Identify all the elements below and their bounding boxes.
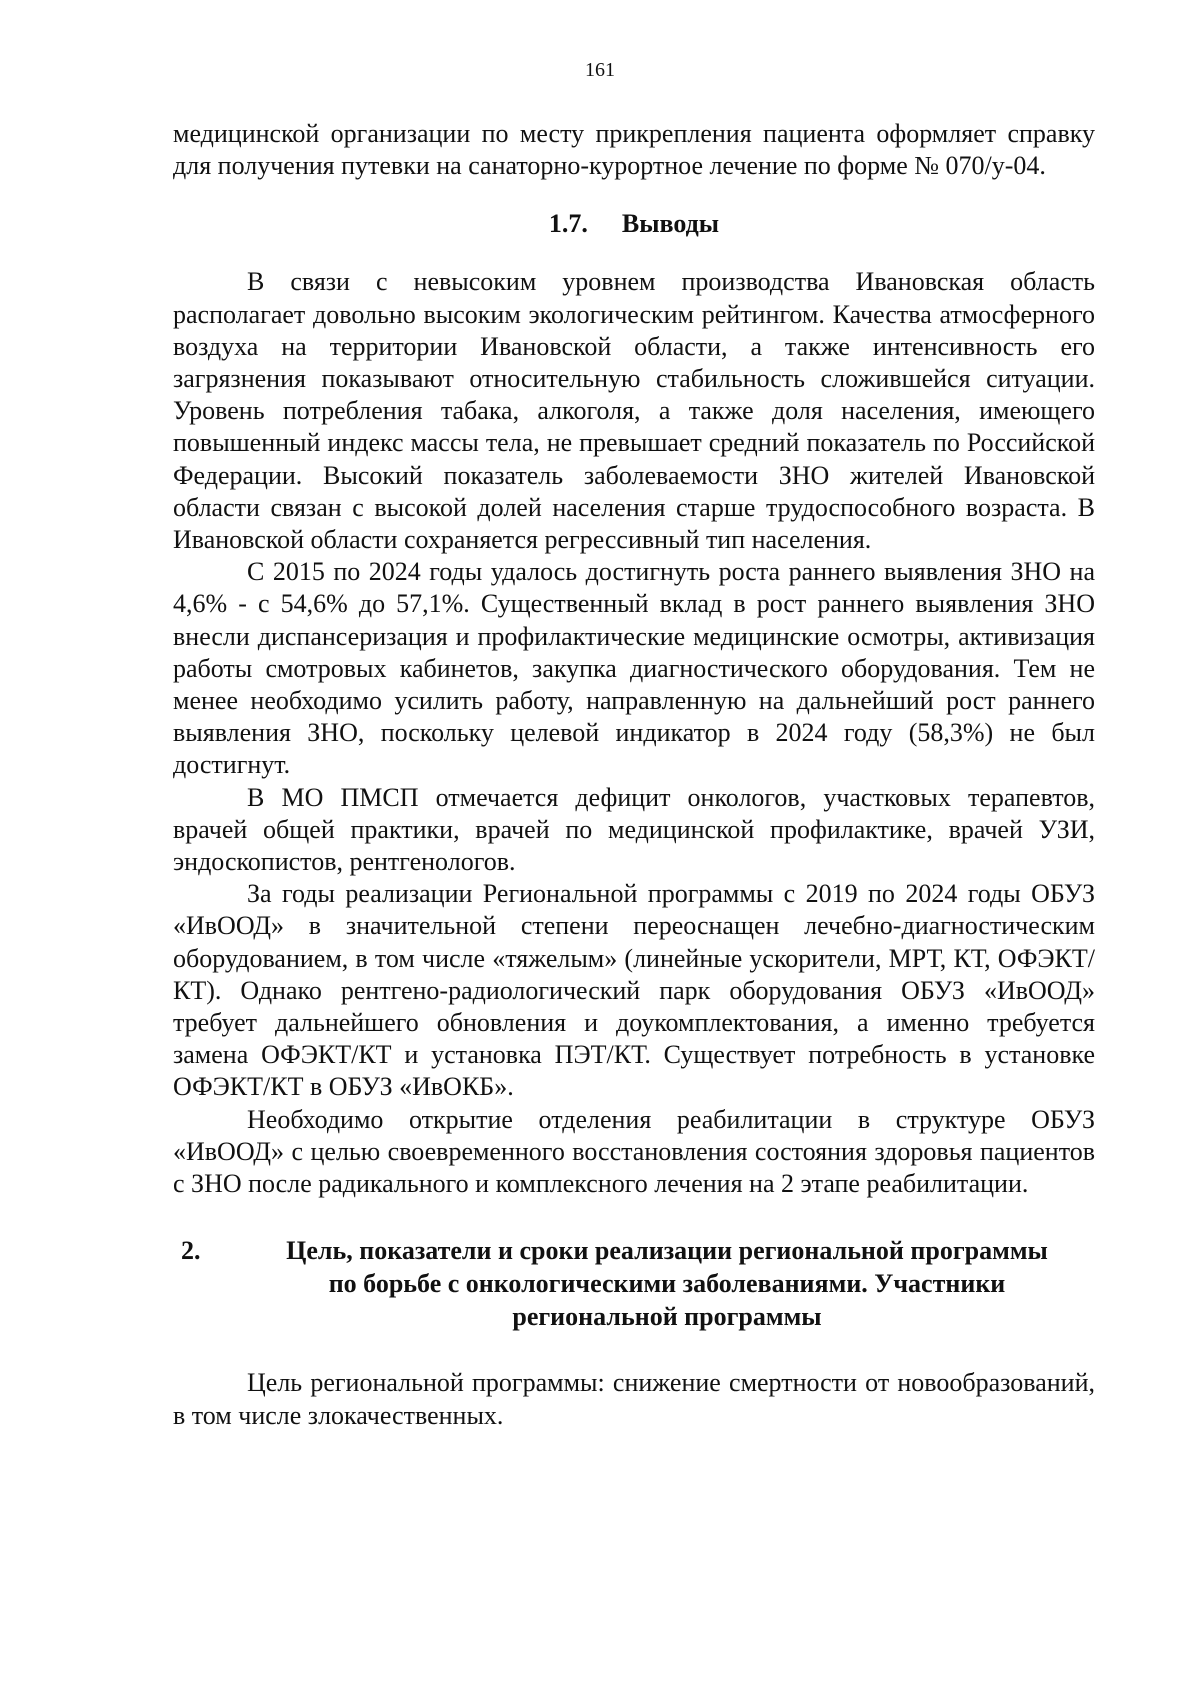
section-title: Выводы — [621, 209, 720, 239]
paragraph-staff-deficit: В МО ПМСП отмечается дефицит онкологов, участковых терапевтов, врачей общей практики, врачей по медицинской профилактике, врачей УЗИ, эндоскопистов, рентгенологов. — [173, 782, 1095, 877]
page-number: 161 — [585, 59, 615, 81]
section-title-line: региональной программы — [512, 1302, 822, 1332]
paragraph-early-detection: С 2015 по 2024 годы удалось достигнуть роста раннего выявления ЗНО на 4,6% - с 54,6% до 57,1%. Существенный вклад в рост раннего выявления ЗНО внесли диспансеризация и профилактические медицинские осмотры, активизация работы смотровых кабинетов, закупка диагностического оборудования. Тем не менее необходимо усилить работу, направленную на дальнейший рост раннего выявления ЗНО, поскольку целевой индикатор в 2024 году (58,3%) не был достигнут. — [173, 557, 1095, 780]
section-number: 1.7. — [548, 209, 588, 239]
section-title — [173, 1234, 1095, 1333]
page-content — [173, 118, 1095, 1432]
paragraph-ecology: В связи с невысоким уровнем производства Ивановская область располагает довольно высоким экологическим рейтингом. Качества атмосферного воздуха на территории Ивановской области, а также интенсивность его загрязнения показывают относительную стабильность сложившейся ситуации. Уровень потребления табака, алкоголя, а также доля населения, имеющего повышенный индекс массы тела, не превышает средний показатель по Российской Федерации. Высокий показатель заболеваемости ЗНО жителей Ивановской области связан с высокой долей населения старше трудоспособного возраста. В Ивановской области сохраняется регрессивный тип населения. — [173, 267, 1095, 555]
paragraph-program-goal: Цель региональной программы: снижение смертности от новообразований, в том числе злокачественных. — [173, 1368, 1095, 1430]
section-heading-2 — [173, 1234, 1095, 1333]
section-heading-1-7 — [173, 208, 1095, 240]
section-title-line: по борьбе с онкологическими заболеваниями. Участники — [328, 1269, 1006, 1299]
intro-paragraph: медицинской организации по месту прикрепления пациента оформляет справку для получения путевки на санаторно-курортное лечение по форме № 070/у-04. — [173, 119, 1095, 181]
section-number: 2. — [181, 1236, 201, 1266]
paragraph-rehabilitation: Необходимо открытие отделения реабилитации в структуре ОБУЗ «ИвООД» с целью своевременного восстановления состояния здоровья пациентов с ЗНО после радикального и комплексного лечения на 2 этапе реабилитации. — [173, 1104, 1095, 1199]
paragraph-equipment: За годы реализации Региональной программы с 2019 по 2024 годы ОБУЗ «ИвООД» в значительной степени переоснащен лечебно-диагностическим оборудованием, в том числе «тяжелым» (линейные ускорители, МРТ, КТ, ОФЭКТ/КТ). Однако рентгено-радиологический парк оборудования ОБУЗ «ИвООД» требует дальнейшего обновления и доукомплектования, а именно требуется замена ОФЭКТ/КТ и установка ПЭТ/КТ. Существует потребность в установке ОФЭКТ/КТ в ОБУЗ «ИвОКБ». — [173, 879, 1095, 1102]
section-title-line: Цель, показатели и сроки реализации региональной программы — [286, 1236, 1048, 1266]
